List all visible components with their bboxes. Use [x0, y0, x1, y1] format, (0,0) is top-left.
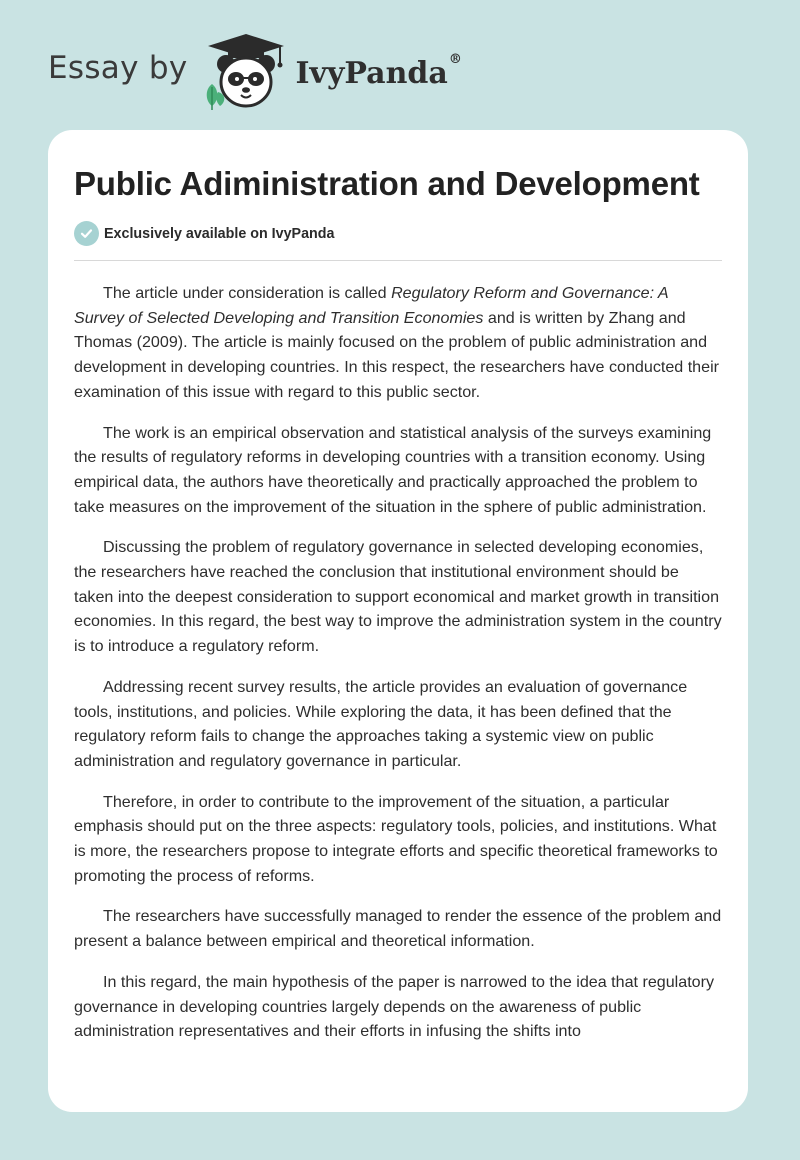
registered-mark: ® [448, 51, 462, 67]
exclusive-badge-label: Exclusively available on IvyPanda [104, 225, 335, 242]
paragraph-3: Discussing the problem of regulatory governance in selected developing economies, the researchers have reached the conclusion that institutional environment should be taken into the deepest consideration to support economical and market growth in transition economies. In this regard, the best way to improve the administration system in the country is to introduce a regulatory reform. [74, 538, 722, 656]
essay-by-label: Essay by [48, 50, 188, 86]
essay-card [48, 130, 748, 1112]
brand-name: IvyPanda [295, 55, 448, 91]
brand-logo-text[interactable] [295, 51, 462, 91]
check-circle-icon [74, 221, 99, 246]
paragraph-7: In this regard, the main hypothesis of the paper is narrowed to the idea that regulatory governance in developing countries largely depends on the awareness of public administration representatives and their efforts in infusing the shifts into [74, 972, 715, 1041]
exclusive-badge [74, 221, 722, 246]
essay-title: Public Adiministration and Development [74, 165, 700, 202]
essay-body [74, 281, 722, 1044]
paragraph-4: Addressing recent survey results, the article provides an evaluation of governance tools, institutions, and policies. While exploring the data, it has been defined that the regulatory reform fails to change the approaches taking a systemic view on public administration and regulatory governance in particular. [74, 677, 688, 770]
site-header [48, 32, 462, 112]
divider [74, 260, 722, 261]
paragraph-1 [74, 281, 722, 405]
paragraph-6: The researchers have successfully managed to render the essence of the problem and present a balance between empirical and theoretical information. [74, 907, 722, 951]
article-title-citation: Regulatory Reform and Governance: A Survey of Selected Developing and Transition Economies [74, 284, 669, 327]
paragraph-5: Therefore, in order to contribute to the improvement of the situation, a particular emphasis should put on the three aspects: regulatory tools, policies, and institutions. What is more, the researchers propose to integrate efforts and specific theoretical frameworks to promoting the process of reforms. [74, 792, 718, 885]
paragraph-1-text-start: The article under consideration is called [103, 284, 392, 302]
paragraph-2: The work is an empirical observation and statistical analysis of the surveys examining the results of regulatory reforms in developing countries with a transition economy. Using empirical data, the authors have theoretically and practically approached the problem to take measures on the improvement of the situation in the sphere of public administration. [74, 423, 712, 516]
paragraph-1-text-end: and is written by Zhang and Thomas (2009). The article is mainly focused on the problem of public administration and development in developing countries. In this respect, the researchers have conducted their examination of this issue with regard to this public sector. [74, 308, 720, 401]
panda-logo-icon[interactable] [200, 32, 292, 112]
